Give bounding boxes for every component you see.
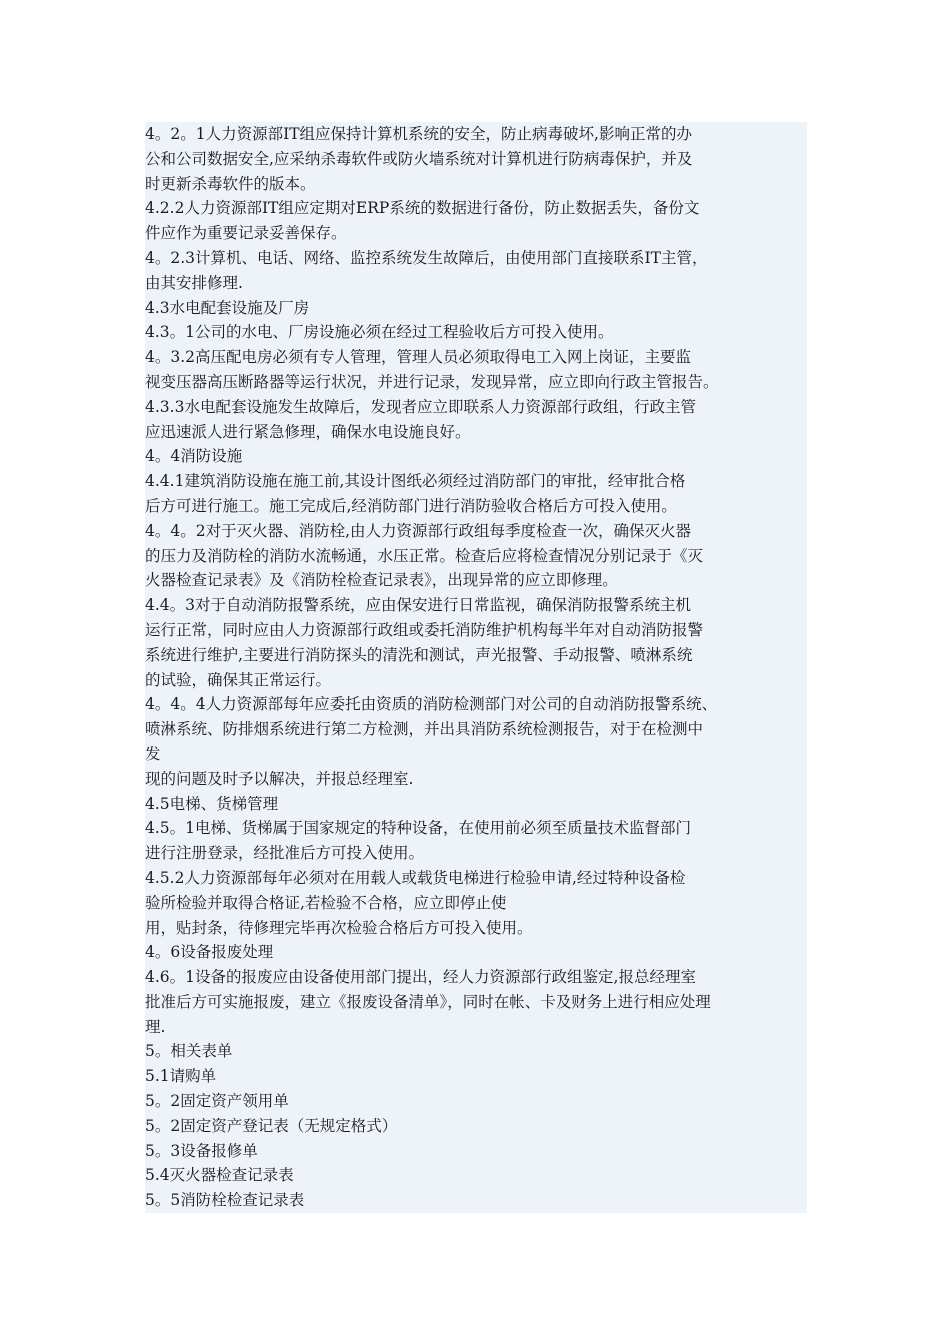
text-line: 4。2.3计算机、电话、网络、监控系统发生故障后，由使用部门直接联系IT主管， [145,246,807,271]
text-line: 4.4.1建筑消防设施在施工前,其设计图纸必须经过消防部门的审批，经审批合格 [145,469,807,494]
text-line: 现的问题及时予以解决，并报总经理室. [145,767,807,792]
text-line: 进行注册登录，经批准后方可投入使用。 [145,841,807,866]
text-line: 4.2.2人力资源部IT组应定期对ERP系统的数据进行备份，防止数据丢失，备份文 [145,196,807,221]
list-item: 5。5消防栓检查记录表 [145,1188,807,1213]
text-line: 的试验，确保其正常运行。 [145,668,807,693]
document-body [145,122,807,1213]
text-line: 时更新杀毒软件的版本。 [145,172,807,197]
text-line: 4.5.2人力资源部每年必须对在用载人或载货电梯进行检验申请,经过特种设备检 [145,866,807,891]
text-line: 用，贴封条，待修理完毕再次检验合格后方可投入使用。 [145,916,807,941]
text-line: 批准后方可实施报废，建立《报废设备清单》，同时在帐、卡及财务上进行相应处理 [145,990,807,1015]
text-line: 4.6。1设备的报废应由设备使用部门提出，经人力资源部行政组鉴定,报总经理室 [145,965,807,990]
text-line: 视变压器高压断路器等运行状况，并进行记录，发现异常，应立即向行政主管报告。 [145,370,807,395]
list-item: 5.1请购单 [145,1064,807,1089]
text-line: 4.4。3对于自动消防报警系统，应由保安进行日常监视，确保消防报警系统主机 [145,593,807,618]
text-line: 发 [145,742,807,767]
text-line: 运行正常，同时应由人力资源部行政组或委托消防维护机构每半年对自动消防报警 [145,618,807,643]
text-line: 4。2。1人力资源部IT组应保持计算机系统的安全，防止病毒破坏,影响正常的办 [145,122,807,147]
section-heading: 4.3水电配套设施及厂房 [145,296,807,321]
text-line: 公和公司数据安全,应采纳杀毒软件或防火墙系统对计算机进行防病毒保护，并及 [145,147,807,172]
text-line: 应迅速派人进行紧急修理，确保水电设施良好。 [145,420,807,445]
text-line: 4.3。1公司的水电、厂房设施必须在经过工程验收后方可投入使用。 [145,320,807,345]
section-heading: 4。4消防设施 [145,444,807,469]
text-line: 的压力及消防栓的消防水流畅通，水压正常。检查后应将检查情况分别记录于《灭 [145,544,807,569]
text-line: 4。3.2高压配电房必须有专人管理，管理人员必须取得电工入网上岗证，主要监 [145,345,807,370]
text-line: 4。4。4人力资源部每年应委托由资质的消防检测部门对公司的自动消防报警系统、 [145,692,807,717]
text-line: 件应作为重要记录妥善保存。 [145,221,807,246]
text-line: 4.5。1电梯、货梯属于国家规定的特种设备，在使用前必须至质量技术监督部门 [145,816,807,841]
text-line: 由其安排修理. [145,271,807,296]
section-heading: 5。相关表单 [145,1039,807,1064]
text-line: 后方可进行施工。施工完成后,经消防部门进行消防验收合格后方可投入使用。 [145,494,807,519]
text-line: 喷淋系统、防排烟系统进行第二方检测，并出具消防系统检测报告，对于在检测中 [145,717,807,742]
list-item: 5。3设备报修单 [145,1139,807,1164]
text-line: 4。4。2对于灭火器、消防栓,由人力资源部行政组每季度检查一次，确保灭火器 [145,519,807,544]
list-item: 5。2固定资产登记表（无规定格式） [145,1114,807,1139]
text-line: 理. [145,1015,807,1040]
text-line: 验所检验并取得合格证,若检验不合格，应立即停止使 [145,891,807,916]
text-line: 系统进行维护,主要进行消防探头的清洗和测试，声光报警、手动报警、喷淋系统 [145,643,807,668]
section-heading: 4.5电梯、货梯管理 [145,792,807,817]
text-line: 火器检查记录表》及《消防栓检查记录表》，出现异常的应立即修理。 [145,568,807,593]
list-item: 5。2固定资产领用单 [145,1089,807,1114]
text-line: 4.3.3水电配套设施发生故障后，发现者应立即联系人力资源部行政组，行政主管 [145,395,807,420]
list-item: 5.4灭火器检查记录表 [145,1163,807,1188]
section-heading: 4。6设备报废处理 [145,940,807,965]
